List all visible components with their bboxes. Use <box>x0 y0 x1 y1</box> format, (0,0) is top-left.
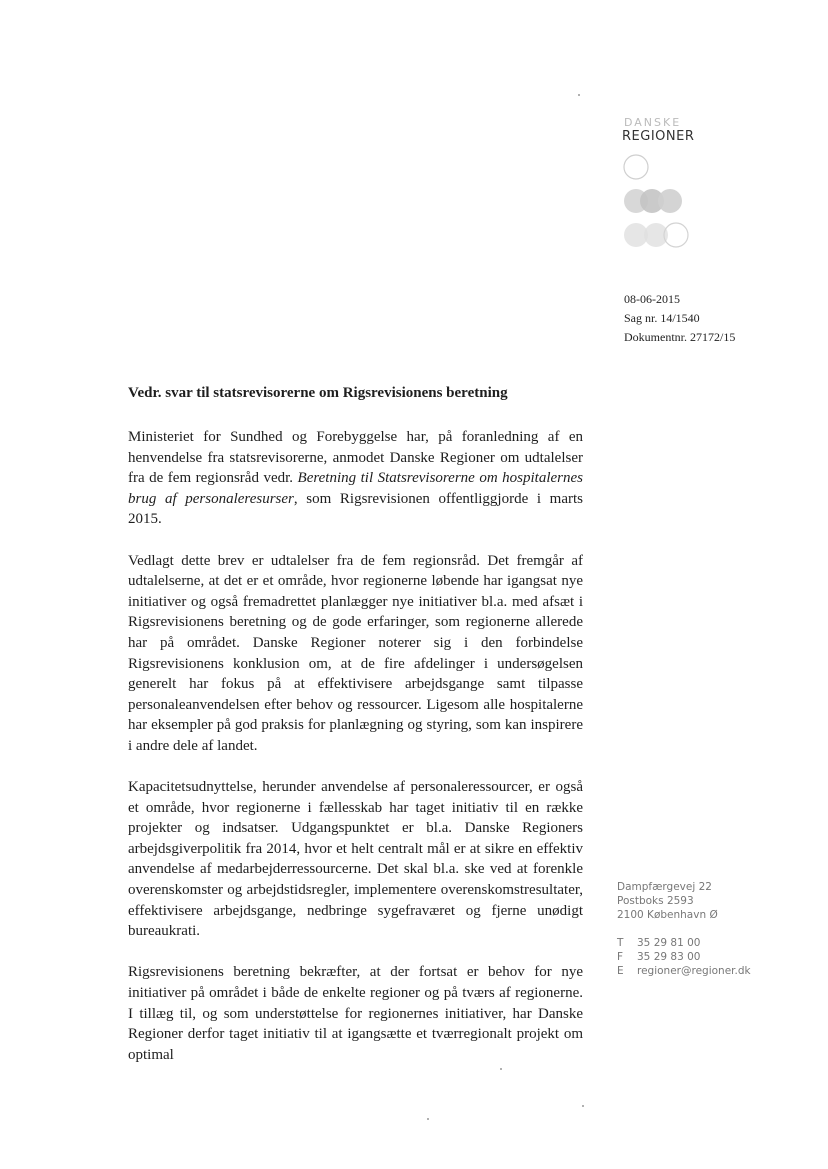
email-row <box>617 964 751 978</box>
address-street: Dampfærgevej 22 <box>617 881 712 893</box>
fax-row <box>617 950 751 964</box>
sender-address <box>617 880 718 922</box>
email-value: regioner@regioner.dk <box>637 965 751 977</box>
fax-value: 35 29 83 00 <box>637 951 701 963</box>
scan-speck <box>578 94 580 96</box>
subject-heading: Vedr. svar til statsrevisorerne om Rigsrevisionens beretning <box>128 385 508 401</box>
danske-regioner-logo <box>622 117 702 253</box>
document-meta <box>624 290 735 347</box>
address-city: 2100 København Ø <box>617 909 718 921</box>
case-number: Sag nr. 14/1540 <box>624 311 700 325</box>
paragraph-1 <box>128 427 583 530</box>
letter-body <box>128 427 583 1086</box>
paragraph-1-start: Ministeriet for Sundhed og Forebyggelse har, på foranledning af en henvendelse fra statsrevisorerne, anmodet Danske Regioner om udtalelser fra de fem regionsråd vedr. <box>128 429 583 487</box>
document-number: Dokumentnr. 27172/15 <box>624 330 736 344</box>
scan-speck <box>500 1068 502 1070</box>
fax-label: F <box>617 951 624 963</box>
address-box: Postboks 2593 <box>617 895 694 907</box>
logo-circles-icon <box>622 153 692 253</box>
report-title: Beretning til Statsrevisorerne om hospitalernes brug af personaleresurser <box>128 470 584 507</box>
scan-speck <box>582 1105 584 1107</box>
phone-value: 35 29 81 00 <box>637 937 701 949</box>
paragraph-2: Vedlagt dette brev er udtalelser fra de fem regionsråd. Det fremgår af udtalelserne, at det er et område, hvor regionerne løbende har igangsat nye initiativer og også fremadrettet planlægger nye initiativer bl.a. med afsæt i Rigsrevisionens beretning og de gode erfaringer, som regionerne allerede har på området. Danske Regioner noterer sig i den forbindelse Rigsrevisionens konklusion om, at de fire afdelinger i undersøgelsen generelt har fokus på at effektivisere arbejdsgange samt tilpasse personaleanvendelsen efter behov og ressourcer. Ligesom alle hospitalerne har eksempler på god praksis for planlægning og styring, som kan inspirere i andre dele af landet. <box>128 552 583 754</box>
paragraph-1-end: , som Rigsrevisionen offentliggjorde i marts 2015. <box>128 490 584 528</box>
paragraph-3: Kapacitetsudnyttelse, herunder anvendelse af personaleressourcer, er også et område, hvor regionerne i fællesskab har taget initiativ til en række projekter og indsatser. Udgangspunktet er bl.a. Danske Regioners arbejdsgiverpolitik fra 2014, hvor et helt centralt mål er at sikre en effektiv anvendelse af medarbejderressourcerne. Det skal bl.a. ske ved at forenkle overenskomster og arbejdstidsregler, implementere overenskomstresultater, effektivisere arbejdsgange, nedbringe sygefraværet og fjerne unødigt bureaukrati. <box>128 779 583 940</box>
contact-info <box>617 936 751 978</box>
logo-main-text: REGIONER <box>622 129 695 144</box>
scan-speck <box>427 1118 429 1120</box>
email-label: E <box>617 965 624 977</box>
phone-row <box>617 936 751 950</box>
phone-label: T <box>617 937 624 949</box>
document-date: 08-06-2015 <box>624 292 680 306</box>
paragraph-4: Rigsrevisionens beretning bekræfter, at der fortsat er behov for nye initiativer på området i både de enkelte regioner og på tværs af regionerne. I tillæg til, og som understøttelse for regionernes initiativer, har Danske Regioner derfor taget initiativ til at igangsætte et tværregionalt projekt om optimal <box>128 964 583 1063</box>
logo-top-text: DANSKE <box>624 116 682 129</box>
